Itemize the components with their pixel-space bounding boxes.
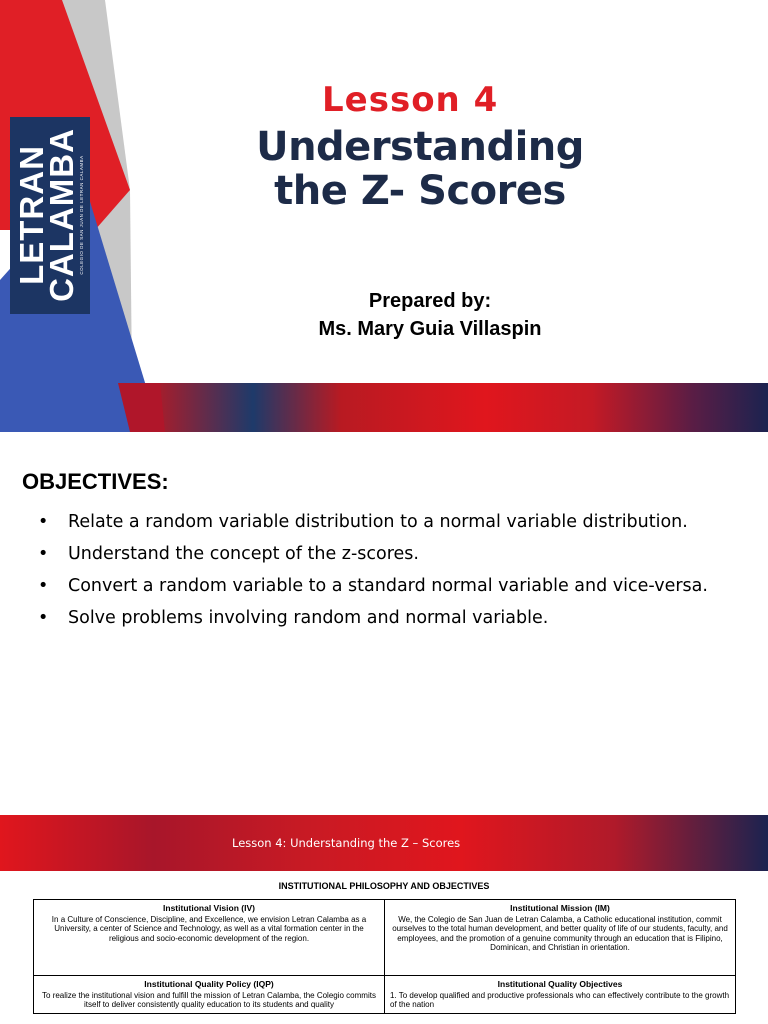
objective-text: Understand the concept of the z-scores. bbox=[68, 544, 419, 564]
document-title: INSTITUTIONAL PHILOSOPHY AND OBJECTIVES bbox=[278, 881, 490, 891]
objective-item bbox=[38, 508, 708, 540]
prepared-by-label: Prepared by: bbox=[368, 290, 492, 312]
objectives-heading: OBJECTIVES: bbox=[22, 469, 169, 494]
lesson-label: Lesson 4 bbox=[322, 80, 499, 120]
institutional-table bbox=[33, 899, 736, 1014]
mission-text: We, the Colegio de San Juan de Letran Calamba, a Catholic educational institution, commit ourselves to the total human development, and better quality of life of our students, faculty, and employees, and the promotion of a genuine community through an education that is Filipino, Dominican, and Christian in orientation. bbox=[392, 914, 728, 952]
bullet-icon: • bbox=[38, 512, 49, 532]
quality-objectives-cell bbox=[385, 976, 736, 1014]
quality-policy-text: To realize the institutional vision and fulfill the mission of Letran Calamba, the Colegio commits itself to deliver consistently quality education to its students and quality bbox=[42, 990, 376, 1009]
vision-text: In a Culture of Conscience, Discipline, and Excellence, we envision Letran Calamba as a University, a center of Science and Technology, as well as a vital formation center in the religious and socio-economic development of the region. bbox=[51, 914, 367, 943]
logo-text-line2: CALAMBA bbox=[42, 128, 80, 302]
title-slide bbox=[0, 0, 768, 432]
title-slide-background bbox=[0, 0, 768, 432]
mission-title: Institutional Mission (IM) bbox=[510, 903, 610, 913]
objective-text: Solve problems involving random and normal variable. bbox=[68, 608, 549, 628]
institutional-slide bbox=[0, 815, 768, 1024]
quality-objectives-text: 1. To develop qualified and productive professionals who can effectively contribute to the growth of the nation bbox=[390, 990, 730, 1009]
logo-subtitle: COLEGIO DE SAN JUAN DE LETRAN CALAMBA bbox=[78, 155, 84, 275]
logo-text-line1: LETRAN bbox=[12, 145, 50, 285]
quality-policy-title: Institutional Quality Policy (IQP) bbox=[144, 979, 274, 989]
bullet-icon: • bbox=[38, 576, 49, 596]
bullet-icon: • bbox=[38, 544, 49, 564]
bullet-icon: • bbox=[38, 608, 49, 628]
objective-text: Relate a random variable distribution to a normal variable distribution. bbox=[68, 512, 688, 532]
slide-title-line1: Understanding bbox=[256, 124, 584, 170]
objective-text: Convert a random variable to a standard normal variable and vice-versa. bbox=[68, 576, 708, 596]
author-name: Ms. Mary Guia Villaspin bbox=[318, 318, 542, 340]
letran-calamba-logo bbox=[10, 117, 90, 314]
objectives-slide bbox=[0, 432, 768, 802]
quality-objectives-title: Institutional Quality Objectives bbox=[497, 979, 623, 989]
mission-cell bbox=[385, 900, 736, 976]
vision-cell bbox=[34, 900, 385, 976]
objective-item bbox=[38, 540, 708, 572]
objectives-list bbox=[38, 508, 708, 636]
footer-lesson-title: Lesson 4: Understanding the Z – Scores bbox=[232, 836, 461, 850]
objective-item bbox=[38, 604, 708, 636]
slide-title-line2: the Z- Scores bbox=[274, 168, 566, 214]
quality-policy-cell bbox=[34, 976, 385, 1014]
objective-item bbox=[38, 572, 708, 604]
vision-title: Institutional Vision (IV) bbox=[163, 903, 255, 913]
